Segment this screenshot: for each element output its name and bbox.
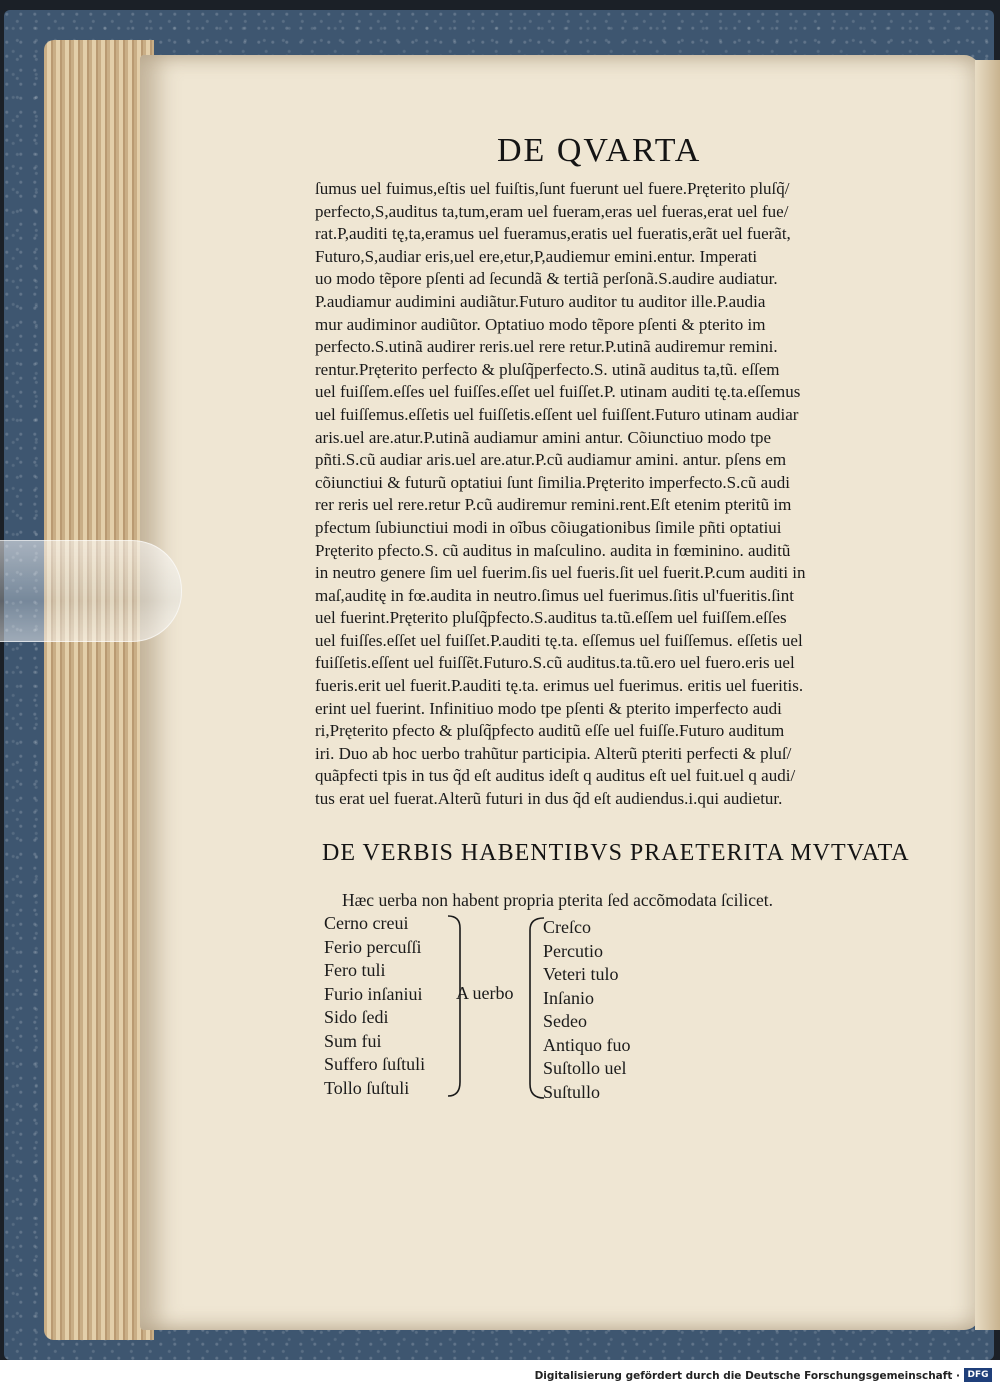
list-item: Inſanio (543, 987, 594, 1008)
list-item: Ferio percuſſi (324, 936, 422, 957)
glass-page-holder (0, 540, 182, 642)
verb-list-left (324, 912, 425, 1100)
middle-word: A uerbo (456, 983, 514, 1003)
list-item: Suſtullo (543, 1081, 601, 1102)
text-line: Pręterito pfecto.S. cũ auditus in maſculino. audita in fœminino. auditũ (315, 540, 791, 560)
list-item: Fero tuli (324, 960, 386, 980)
text-line: cõiunctiui & futurũ optatiui ſunt ſimilia.Pręterito imperfecto.S.cũ audi (315, 472, 790, 492)
footer-credit: Digitalisierung gefördert durch die Deutsche Forschungsgemeinschaft · (534, 1370, 960, 1382)
list-item: Furio inſaniui (324, 983, 423, 1004)
list-item: Sido ſedi (324, 1007, 389, 1027)
list-item: Percutio (543, 940, 603, 961)
text-line: iri. Duo ab hoc uerbo trahũtur participia. Alterũ pteriti perfecti & pluſ/ (315, 743, 792, 763)
list-item: Cerno creui (324, 913, 409, 933)
text-line: rat.P,auditi tę,ta,eramus uel fueramus,eratis uel fueratis,erãt uel fuerãt, (315, 224, 791, 244)
section-title: DE VERBIS HABENTIBVS PRAETERITA MVTVATA (322, 840, 910, 866)
list-item: Suffero ſuſtuli (324, 1054, 426, 1074)
text-line: Futuro,S,audiar eris,uel ere,etur,P,audiemur emini.entur. Imperati (315, 246, 758, 266)
list-item: Sum fui (324, 1030, 382, 1051)
page-gutter (975, 60, 1000, 1330)
intro-line: Hæc uerba non habent propria pterita ſed accõmodata ſcilicet. (342, 890, 773, 910)
text-line: uo modo tẽpore pſenti ad ſecundã & tertiã perſonã.S.audire audiatur. (315, 269, 778, 289)
text-line: fueris.erit uel fuerit.P.auditi tę.ta. erimus uel fuerimus. eritis uel fueritis. (315, 676, 804, 696)
page-edges (44, 40, 154, 1340)
text-line: uel fuiſſem.eſſes uel fuiſſes.eſſet uel fuiſſet.P. utinam auditi tę.ta.eſſemus (315, 382, 801, 402)
text-line: erint uel fuerint. Infinitiuo modo tpe pſenti & pterito imperfecto audi (315, 698, 782, 718)
text-line: fuiſſetis.eſſent uel fuiſſẽt.Futuro.S.cũ auditus.ta.tũ.ero uel fuero.eris uel (315, 653, 795, 673)
text-line: pñti.S.cũ audiar aris.uel are.atur.P.cũ audiamur amini. antur. pſens em (315, 450, 787, 470)
text-line: quãpfecti tpis in tus q̃d eſt auditus ideſt q auditus eſt uel fuit.uel q audi/ (315, 766, 796, 786)
list-item: Veteri tulo (543, 964, 619, 984)
text-line: in neutro genere ſim uel fuerim.ſis uel fueris.ſit uel fuerit.P.cum auditi in (315, 563, 806, 583)
dfg-logo: DFG (964, 1368, 992, 1382)
verb-list-right (543, 916, 631, 1104)
body-text (315, 178, 935, 811)
list-item: Antiquo fuo (543, 1034, 631, 1055)
text-line: uel fuiſſes.eſſet uel fuiſſet.P.auditi tę.ta. eſſemus uel fuiſſemus. eſſetis uel (315, 630, 803, 650)
text-line: perfecto.S.utinã audirer reris.uel rere retur.P.utinã audiremur remini. (315, 337, 778, 357)
list-item: Sedeo (543, 1011, 587, 1031)
text-line: ſumus uel fuimus,eſtis uel fuiſtis,ſunt fuerunt uel fuere.Pręterito pluſq̃/ (315, 179, 790, 198)
text-line: tus erat uel fuerat.Alterũ futuri in dus q̃d eſt audiendus.i.qui audietur. (315, 789, 783, 809)
text-line: pfectum ſubiunctiui modi in oĩbus cõiugationibus ſimile pñti optatiui (315, 517, 782, 537)
list-item: Suſtollo uel (543, 1058, 627, 1078)
text-line: rentur.Pręterito perfecto & pluſq̃perfecto.S. utinã auditus ta,tũ. eſſem (315, 359, 780, 379)
text-line: rer reris uel rere.retur P.cũ audiremur remini.rent.Eſt etenim pteritũ im (315, 495, 792, 515)
text-line: perfecto,S,auditus ta,tum,eram uel fueram,eras uel fueras,erat uel fue/ (315, 201, 789, 221)
text-line: maſ,auditę in fœ.audita in neutro.ſimus uel fuerimus.ſitis ul'fueritis.ſint (315, 585, 794, 605)
text-line: ri,Pręterito pfecto & pluſq̃pfecto auditũ eſſe uel fuiſſe.Futuro auditum (315, 721, 785, 741)
list-item: Creſco (543, 917, 591, 937)
footer-bar (0, 1362, 1000, 1388)
list-item: Tollo ſuſtuli (324, 1077, 410, 1098)
text-line: uel fuerint.Pręterito pluſq̃pfecto.S.auditus ta.tũ.eſſem uel fuiſſem.eſſes (315, 608, 787, 628)
text-line: mur audiminor audiũtor. Optatiuo modo tẽpore pſenti & pterito im (315, 314, 766, 334)
left-brace (446, 912, 472, 1102)
text-line: P.audiamur audimini audiãtur.Futuro auditor tu auditor ille.P.audia (315, 291, 766, 311)
text-line: uel fuiſſemus.eſſetis uel fuiſſetis.eſſent uel fuiſſent.Futuro utinam audiar (315, 404, 799, 424)
text-line: aris.uel are.atur.P.utinã audiamur amini antur. Cõiunctiuo modo tpe (315, 427, 772, 447)
page-heading: DE QVARTA (497, 132, 702, 169)
